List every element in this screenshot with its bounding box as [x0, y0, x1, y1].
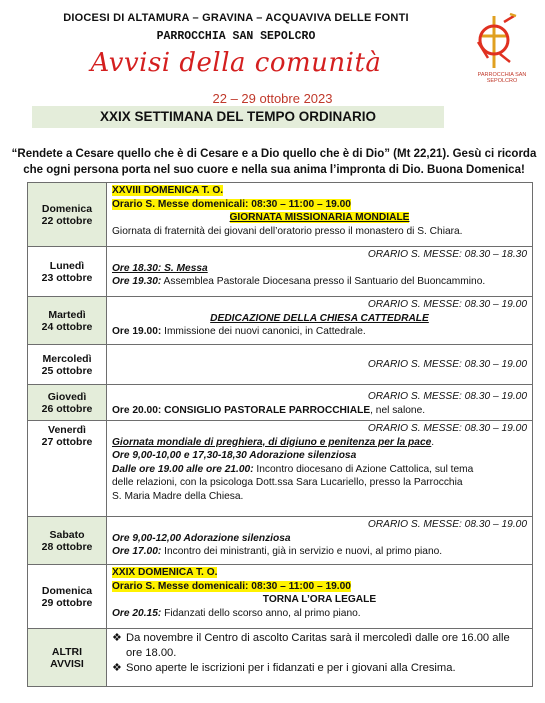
liturgical-title: XXVIII DOMENICA T. O.: [112, 185, 224, 196]
day-date: 25 ottobre: [41, 364, 93, 377]
mass-schedule: ORARIO S. MESSE: 08.30 – 19.00: [367, 358, 527, 370]
day-date: 26 ottobre: [41, 402, 93, 415]
day-cell: [28, 247, 107, 297]
day-name: Domenica: [41, 584, 93, 597]
event-highlight: Giornata mondiale di preghiera, di digiuno e penitenza per la pace: [112, 436, 432, 448]
date-range: 22 – 29 ottobre 2023: [212, 91, 333, 106]
event-highlight: DEDICAZIONE DELLA CHIESA CATTEDRALE: [210, 312, 429, 324]
events-cell: [107, 421, 533, 517]
day-cell: [28, 345, 107, 385]
table-row: [28, 517, 533, 565]
table-row: [28, 629, 533, 687]
event-text: Fidanzati dello scorso anno, al primo piano.: [161, 607, 361, 619]
event-text: , nel salone.: [370, 404, 426, 416]
logo-caption: PARROCCHIA SAN SEPOLCRO: [477, 72, 527, 85]
table-row: [28, 247, 533, 297]
day-name: Domenica: [41, 202, 93, 215]
mass-schedule: ORARIO S. MESSE: 08.30 – 19.00: [367, 519, 527, 530]
day-name: Giovedì: [47, 390, 87, 403]
table-row: [28, 421, 533, 517]
day-cell: [28, 297, 107, 345]
notice-text: Da novembre il Centro di ascolto Caritas sarà il mercoledì dalle ore 16.00 alle: [126, 632, 510, 644]
weekly-schedule-table: [27, 182, 533, 687]
day-cell: [28, 183, 107, 247]
sunday-mass-times: Orario S. Messe domenicali: 08:30 – 11:00 – 19.00: [112, 580, 351, 592]
events-cell: [107, 247, 533, 297]
event-highlight: GIORNATA MISSIONARIA MONDIALE: [229, 212, 410, 224]
section-label: AVVISI: [50, 657, 84, 670]
event-time: Dalle ore 19.00 alle ore 21.00:: [112, 463, 254, 475]
day-name: Martedì: [48, 308, 86, 321]
table-row: [28, 183, 533, 247]
diamond-bullet-icon: ❖: [112, 662, 123, 674]
list-item: [112, 661, 527, 676]
day-date: 22 ottobre: [41, 214, 93, 227]
parish-heading: PARROCCHIA SAN SEPOLCRO: [156, 30, 316, 43]
table-row: [28, 297, 533, 345]
day-name: Venerdì: [48, 424, 86, 436]
events-cell: [107, 345, 533, 385]
sunday-mass-times: Orario S. Messe domenicali: 08:30 – 11:00 – 19.00: [112, 198, 351, 210]
diamond-bullet-icon: ❖: [112, 632, 123, 644]
event-text: S. Maria Madre della Chiesa.: [112, 490, 244, 502]
table-row: [28, 345, 533, 385]
events-cell: [107, 183, 533, 247]
mass-schedule: ORARIO S. MESSE: 08.30 – 18.30: [367, 249, 527, 260]
events-cell: [107, 297, 533, 345]
day-name: Lunedì: [49, 259, 85, 272]
event-text: Giornata di fraternità dei giovani dell’oratorio presso il monastero di S. Chiara.: [112, 225, 463, 237]
event-text: .: [431, 436, 435, 448]
event-text: Incontro dei ministranti, già in servizio e nuovi, al primo piano.: [161, 546, 443, 558]
events-cell: [107, 565, 533, 629]
day-cell: [28, 421, 107, 517]
gospel-quote: [10, 146, 538, 178]
day-cell: [28, 629, 107, 687]
event-text: Ore 18.30: S. Messa: [112, 262, 208, 274]
day-date: 28 ottobre: [41, 540, 93, 553]
day-cell: [28, 385, 107, 421]
quote-line: “Rendete a Cesare quello che è di Cesare e a Dio quello che è di Dio” (Mt 22,21). Gesù ci ricorda: [11, 148, 537, 160]
day-cell: [28, 565, 107, 629]
liturgical-title: XXIX DOMENICA T. O.: [112, 567, 218, 578]
table-row: [28, 565, 533, 629]
day-date: 29 ottobre: [41, 596, 93, 609]
day-date: 27 ottobre: [41, 436, 93, 448]
notice-text: Sono aperte le iscrizioni per i fidanzati e per i giovani alla Cresima.: [126, 662, 456, 674]
event-highlight: TORNA L’ORA LEGALE: [262, 594, 377, 606]
event-text: Assemblea Pastorale Diocesana presso il Santuario del Buoncammino.: [161, 276, 486, 288]
day-date: 24 ottobre: [41, 320, 93, 333]
quote-line: che ogni persona porta nel suo cuore e nella sua anima l’impronta di Dio. Buona Domenica!: [23, 164, 525, 176]
event-time: Ore 19.30:: [112, 276, 162, 288]
events-cell: [107, 517, 533, 565]
events-cell: [107, 385, 533, 421]
event-time: Ore 20.00: CONSIGLIO PASTORALE PARROCCHIALE: [112, 404, 371, 416]
page-title: Avvisi della comunità: [90, 48, 382, 78]
notice-text: ore 18.00.: [126, 647, 177, 659]
event-text: Incontro diocesano di Azione Cattolica, sul tema: [253, 463, 474, 475]
mass-schedule: ORARIO S. MESSE: 08.30 – 19.00: [367, 391, 527, 402]
event-text: Ore 9,00-10,00 e 17,30-18,30 Adorazione silenziosa: [112, 450, 357, 462]
day-name: Sabato: [49, 528, 85, 541]
list-item: [112, 631, 527, 661]
event-time: Ore 17.00:: [112, 546, 162, 558]
event-time: Ore 19.00:: [112, 326, 162, 338]
mass-schedule: ORARIO S. MESSE: 08.30 – 19.00: [367, 423, 527, 434]
week-banner: XXIX SETTIMANA DEL TEMPO ORDINARIO: [32, 106, 444, 128]
day-cell: [28, 517, 107, 565]
day-name: Mercoledì: [42, 352, 92, 365]
day-date: 23 ottobre: [41, 271, 93, 284]
mass-schedule: ORARIO S. MESSE: 08.30 – 19.00: [367, 299, 527, 310]
event-text: delle relazioni, con la psicologa Dott.ssa Sara Lucariello, presso la Parrocchia: [112, 477, 463, 489]
diocese-heading: DIOCESI DI ALTAMURA – GRAVINA – ACQUAVIVA DELLE FONTI: [63, 12, 409, 24]
notices-cell: [107, 629, 533, 687]
event-text: Immissione dei nuovi canonici, in Cattedrale.: [161, 326, 366, 338]
table-row: [28, 385, 533, 421]
section-label: ALTRI: [51, 645, 83, 658]
event-time: Ore 20.15:: [112, 607, 162, 619]
event-text: Ore 9,00-12,00 Adorazione silenziosa: [112, 532, 291, 544]
